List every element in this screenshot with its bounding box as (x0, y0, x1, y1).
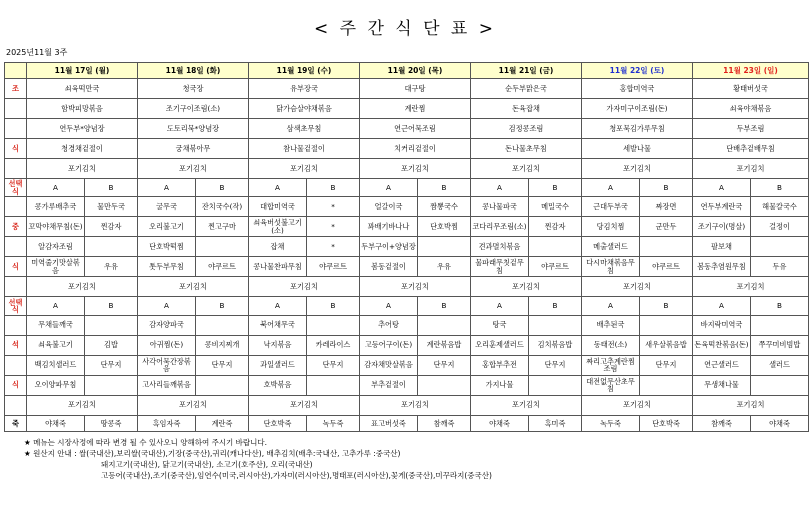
menu-item: 포기김치 (138, 277, 249, 297)
date-header: 11월 17일 (월) (27, 63, 138, 79)
section-label (5, 159, 27, 179)
menu-item-b: 쭈꾸미비빔밥 (751, 335, 809, 355)
menu-item-b (529, 375, 582, 395)
choice-a-label: A (27, 297, 85, 315)
menu-item-a: 오리훈제샐러드 (471, 335, 529, 355)
menu-item: 검정콩조림 (471, 119, 582, 139)
menu-item-b (85, 237, 138, 257)
date-header: 11월 23일 (일) (693, 63, 809, 79)
choice-b-label: B (196, 179, 249, 197)
lunch-row (5, 277, 809, 297)
menu-item-b: 메밀국수 (529, 197, 582, 217)
porridge-a: 참깨죽 (693, 415, 751, 431)
porridge-b: 땅콩죽 (85, 415, 138, 431)
porridge-b: 녹두죽 (307, 415, 360, 431)
menu-item-b: 야쿠르트 (529, 257, 582, 277)
menu-item: 계란찜 (360, 99, 471, 119)
choice-a-label: A (138, 297, 196, 315)
section-label: 죽 (5, 415, 27, 431)
menu-item: 황태버섯국 (693, 79, 809, 99)
menu-item-a: 콩나물찬파무침 (249, 257, 307, 277)
menu-item: 대구탕 (360, 79, 471, 99)
notes-line-2: ★ 원산지 안내 : 쌀(국내산),보리쌀(국내산),기장(중국산),귀리(캐나다산), 배추김치(배추:국내산, 고추가루 :중국산) (24, 449, 401, 458)
menu-item-a: 견과멸치볶음 (471, 237, 529, 257)
date-header: 11월 18일 (화) (138, 63, 249, 79)
menu-item-a: 조기구이(명살) (693, 217, 751, 237)
menu-item-b: 두유 (751, 257, 809, 277)
choice-a-label: A (249, 179, 307, 197)
choice-b-label: B (307, 179, 360, 197)
menu-item-b: 잔치국수(작) (196, 197, 249, 217)
menu-item-a: 봄동추염원무침 (693, 257, 751, 277)
choice-a-label: A (27, 179, 85, 197)
menu-item: 포기김치 (360, 277, 471, 297)
menu-item: 연근어묵조림 (360, 119, 471, 139)
menu-item-a: 잡채 (249, 237, 307, 257)
menu-item: 포기김치 (360, 395, 471, 415)
menu-item-b (418, 315, 471, 335)
menu-item: 단배추겉배무침 (693, 139, 809, 159)
menu-item: 궁채볶아무 (138, 139, 249, 159)
menu-item-a: 아귀찜(돈) (138, 335, 196, 355)
choice-b-label: B (640, 297, 693, 315)
menu-item-b: 군만두 (640, 217, 693, 237)
section-label (5, 395, 27, 415)
porridge-a: 야채죽 (471, 415, 529, 431)
menu-item-b: 계란볶음밥 (418, 335, 471, 355)
porridge-row (5, 415, 809, 431)
menu-item: 포기김치 (582, 159, 693, 179)
menu-item-a: 팔보채 (693, 237, 751, 257)
menu-item-b: 김밥 (85, 335, 138, 355)
section-label (5, 315, 27, 335)
menu-item: 순두부맑은국 (471, 79, 582, 99)
menu-item-b: 찐감자 (529, 217, 582, 237)
menu-item: 포기김치 (249, 277, 360, 297)
menu-item: 포기김치 (693, 395, 809, 415)
dinner-row (5, 355, 809, 375)
menu-item-b (640, 375, 693, 395)
menu-item-a: 얼갈이국 (360, 197, 418, 217)
lunch-row (5, 197, 809, 217)
section-label: 식 (5, 257, 27, 277)
porridge-b: 계란죽 (196, 415, 249, 431)
menu-item-a: 쇠육불고기 (27, 335, 85, 355)
dinner-choice-row (5, 297, 809, 315)
menu-item-a: 연두부계란국 (693, 197, 751, 217)
choice-a-label: A (471, 297, 529, 315)
choice-b-label: B (529, 179, 582, 197)
menu-item: 쇠육떡만국 (27, 79, 138, 99)
menu-item: 포기김치 (138, 159, 249, 179)
menu-item: 함박피망볶음 (27, 99, 138, 119)
breakfast-row (5, 139, 809, 159)
porridge-a: 흑임자죽 (138, 415, 196, 431)
choice-b-label: B (418, 179, 471, 197)
menu-item: 포기김치 (249, 395, 360, 415)
menu-item-b (85, 315, 138, 335)
menu-item-a: 대전없무산초무침 (582, 375, 640, 395)
menu-item-b: 우유 (85, 257, 138, 277)
choice-b-label: B (196, 297, 249, 315)
choice-b-label: B (85, 297, 138, 315)
porridge-a: 야채죽 (27, 415, 85, 431)
dinner-row (5, 315, 809, 335)
menu-item: 돈육잡채 (471, 99, 582, 119)
menu-item-b: * (307, 197, 360, 217)
menu-item-b (196, 237, 249, 257)
menu-item: 유부장국 (249, 79, 360, 99)
menu-item: 포기김치 (582, 277, 693, 297)
porridge-a: 표고버섯죽 (360, 415, 418, 431)
menu-item-a: 오이양파무침 (27, 375, 85, 395)
choice-b-label: B (751, 297, 809, 315)
menu-item-a: 근대두부국 (582, 197, 640, 217)
menu-item-b: 샐러드 (751, 355, 809, 375)
menu-item: 연두부*양념장 (27, 119, 138, 139)
choice-a-label: A (693, 179, 751, 197)
menu-item-b (751, 375, 809, 395)
section-label: 식 (5, 375, 27, 395)
menu-item-a: 바지락미역국 (693, 315, 751, 335)
menu-item-a: 과일샐러드 (249, 355, 307, 375)
lunch-row (5, 237, 809, 257)
dinner-row (5, 395, 809, 415)
notes (24, 437, 492, 481)
menu-item: 포기김치 (693, 159, 809, 179)
choice-a-label: A (360, 179, 418, 197)
section-label: 선택식 (5, 297, 27, 315)
choice-a-label: A (138, 179, 196, 197)
menu-item-a: 부추겉절이 (360, 375, 418, 395)
lunch-row (5, 217, 809, 237)
menu-item: 포기김치 (471, 159, 582, 179)
menu-item-b (85, 375, 138, 395)
menu-item-b: 우유 (418, 257, 471, 277)
menu-item-a: 콩가루배추국 (27, 197, 85, 217)
menu-item-b: 걸정이 (751, 217, 809, 237)
menu-item-a: 고사리들깨볶음 (138, 375, 196, 395)
menu-item-b: 단무지 (529, 355, 582, 375)
menu-item-a: 미역줄기맛살볶음 (27, 257, 85, 277)
menu-item: 포기김치 (693, 277, 809, 297)
breakfast-row (5, 119, 809, 139)
menu-item-b: 야쿠르트 (307, 257, 360, 277)
menu-item-a: 톳두부무침 (138, 257, 196, 277)
menu-item-a: 무생채나물 (693, 375, 751, 395)
menu-item-b (307, 375, 360, 395)
section-label (5, 237, 27, 257)
menu-item-a: 가지나물 (471, 375, 529, 395)
menu-item-b: 단호박찜 (418, 217, 471, 237)
breakfast-row (5, 79, 809, 99)
date-row (5, 63, 809, 79)
week-label: 2025년11월 3주 (6, 48, 68, 57)
choice-b-label: B (640, 179, 693, 197)
menu-item-a: 단호박떡찜 (138, 237, 196, 257)
date-header: 11월 22일 (토) (582, 63, 693, 79)
choice-a-label: A (471, 179, 529, 197)
menu-item-a: 감자채맛살볶음 (360, 355, 418, 375)
menu-item: 참나물겉절이 (249, 139, 360, 159)
section-label (5, 355, 27, 375)
menu-item-a: 메출샐러드 (582, 237, 640, 257)
menu-item-a: 감자양파국 (138, 315, 196, 335)
menu-item-a: 대합미역국 (249, 197, 307, 217)
menu-item-b: 콩비지찌개 (196, 335, 249, 355)
menu-item-b (529, 315, 582, 335)
menu-item-a: 다시마채볶음무침 (582, 257, 640, 277)
menu-item-a: 물파래무칫겉무침 (471, 257, 529, 277)
menu-item-b: 단무지 (307, 355, 360, 375)
menu-item-b: 김치볶음밥 (529, 335, 582, 355)
menu-item-a: 배추된국 (582, 315, 640, 335)
porridge-b: 단호박죽 (640, 415, 693, 431)
menu-item: 청국장 (138, 79, 249, 99)
menu-item-a: 동태전(소) (582, 335, 640, 355)
menu-item-a: 탕국 (471, 315, 529, 335)
menu-item: 치커리겉절이 (360, 139, 471, 159)
porridge-a: 단호박죽 (249, 415, 307, 431)
menu-item-a: 고등어구이(돈) (360, 335, 418, 355)
menu-item-a: 백김치샐러드 (27, 355, 85, 375)
menu-item-a: 오리불고기 (138, 217, 196, 237)
menu-item-a: 꼬막야채무침(돈) (27, 217, 85, 237)
menu-item: 포기김치 (249, 159, 360, 179)
menu-item-a: 당김치찜 (582, 217, 640, 237)
section-label (5, 63, 27, 79)
menu-item-a: 무채들깨국 (27, 315, 85, 335)
menu-item-a: 호박볶음 (249, 375, 307, 395)
menu-item-b: 단무지 (418, 355, 471, 375)
menu-item-b (529, 237, 582, 257)
menu-item: 포기김치 (27, 277, 138, 297)
menu-item-b (640, 237, 693, 257)
menu-item-b: 찐감자 (85, 217, 138, 237)
menu-item: 쇠육야채볶음 (693, 99, 809, 119)
menu-item: 청경채겉절이 (27, 139, 138, 159)
page-title: < 주 간 식 단 표 > (313, 19, 497, 39)
section-label: 조 (5, 79, 27, 99)
dinner-row (5, 335, 809, 355)
menu-item-b: 물만두국 (85, 197, 138, 217)
breakfast-row (5, 159, 809, 179)
menu-item: 두부조림 (693, 119, 809, 139)
menu-item: 포기김치 (360, 159, 471, 179)
date-header: 11월 21일 (금) (471, 63, 582, 79)
menu-item-b: * (307, 237, 360, 257)
menu-item-a: 추어탕 (360, 315, 418, 335)
choice-b-label: B (751, 179, 809, 197)
date-header: 11월 20일 (목) (360, 63, 471, 79)
menu-item-a: 두부구이+양념장 (360, 237, 418, 257)
dinner-row (5, 375, 809, 395)
porridge-b: 흑미죽 (529, 415, 582, 431)
breakfast-row (5, 99, 809, 119)
menu-item-b: 짜장면 (640, 197, 693, 217)
menu-item-b: 단무지 (85, 355, 138, 375)
menu-item-b: 단무지 (640, 355, 693, 375)
menu-item: 포기김치 (582, 395, 693, 415)
menu-item: 포기김치 (471, 277, 582, 297)
notes-line-1: ★ 메뉴는 시장사정에 따라 변경 될 수 있사오니 양해하여 주시기 바랍니다. (24, 438, 268, 447)
menu-item-b: 새우살볶음밥 (640, 335, 693, 355)
menu-item: 포기김치 (471, 395, 582, 415)
menu-item-b (418, 237, 471, 257)
menu-item-b (418, 375, 471, 395)
menu-item: 포기김치 (138, 395, 249, 415)
section-label: 식 (5, 139, 27, 159)
menu-item-a: 북어채무국 (249, 315, 307, 335)
choice-b-label: B (418, 297, 471, 315)
menu-item-a: 낙지볶음 (249, 335, 307, 355)
menu-item-a: 짜리고추계란찜조림 (582, 355, 640, 375)
menu-item-b (196, 375, 249, 395)
menu-item: 세발나물 (582, 139, 693, 159)
section-label (5, 99, 27, 119)
menu-item: 닭가슴살야채볶음 (249, 99, 360, 119)
menu-item-b (751, 315, 809, 335)
menu-item: 포기김치 (27, 159, 138, 179)
lunch-choice-row (5, 179, 809, 197)
menu-item-b: 짬뽕국수 (418, 197, 471, 217)
menu-item-b: 단무지 (196, 355, 249, 375)
menu-item-b: * (307, 217, 360, 237)
date-header: 11월 19일 (수) (249, 63, 360, 79)
menu-item: 가자미구이조림(돈) (582, 99, 693, 119)
section-label (5, 119, 27, 139)
porridge-a: 녹두죽 (582, 415, 640, 431)
menu-item-b: 찐고구마 (196, 217, 249, 237)
choice-a-label: A (582, 297, 640, 315)
menu-item-a: 쇠육버섯불고기(소) (249, 217, 307, 237)
menu-item-a: 연근샐러드 (693, 355, 751, 375)
menu-item-b (196, 315, 249, 335)
menu-item-b: 야쿠르트 (640, 257, 693, 277)
choice-a-label: A (693, 297, 751, 315)
menu-item-a: 코다리무조림(소) (471, 217, 529, 237)
porridge-b: 야채죽 (751, 415, 809, 431)
menu-item: 청포묵김가루무침 (582, 119, 693, 139)
menu-item: 조기구이조림(소) (138, 99, 249, 119)
menu-item: 삼색초무침 (249, 119, 360, 139)
choice-a-label: A (249, 297, 307, 315)
menu-table (4, 62, 809, 432)
menu-item-a: 콩나물파국 (471, 197, 529, 217)
choice-a-label: A (582, 179, 640, 197)
notes-line-4: 고등어(국내산),조기(중국산),임연수(미국,러시아산),가자미(러시아산),명태포(러시아산),꽃게(중국산),미꾸라지(중국산) (101, 471, 492, 480)
menu-item: 포기김치 (27, 395, 138, 415)
menu-item: 돈나물초무침 (471, 139, 582, 159)
choice-b-label: B (529, 297, 582, 315)
menu-item-b (751, 237, 809, 257)
menu-item-a: 돈육떡찬볶음(돈) (693, 335, 751, 355)
menu-item-a: 사각어묵간장볶음 (138, 355, 196, 375)
notes-line-3: 돼지고기(국내산), 닭고기(국내산), 소고기(호주산), 오리(국내산) (101, 460, 313, 469)
section-label (5, 277, 27, 297)
menu-item-a: 꽈배기바나나 (360, 217, 418, 237)
lunch-row (5, 257, 809, 277)
menu-item-a: 홍합부추전 (471, 355, 529, 375)
menu-item: 도토리묵*양념장 (138, 119, 249, 139)
section-label: 선택식 (5, 179, 27, 197)
choice-b-label: B (307, 297, 360, 315)
choice-a-label: A (360, 297, 418, 315)
menu-item: 홍합미역국 (582, 79, 693, 99)
section-label (5, 197, 27, 217)
menu-item-a: 봄동겉절이 (360, 257, 418, 277)
menu-item-a: 굴무국 (138, 197, 196, 217)
menu-item-b: 해물칼국수 (751, 197, 809, 217)
section-label: 중 (5, 217, 27, 237)
menu-item-b: 카레라이스 (307, 335, 360, 355)
section-label: 석 (5, 335, 27, 355)
menu-item-b (640, 315, 693, 335)
porridge-b: 참깨죽 (418, 415, 471, 431)
choice-b-label: B (85, 179, 138, 197)
menu-item-b: 야쿠르트 (196, 257, 249, 277)
menu-item-b (307, 315, 360, 335)
menu-item-a: 알감자조림 (27, 237, 85, 257)
